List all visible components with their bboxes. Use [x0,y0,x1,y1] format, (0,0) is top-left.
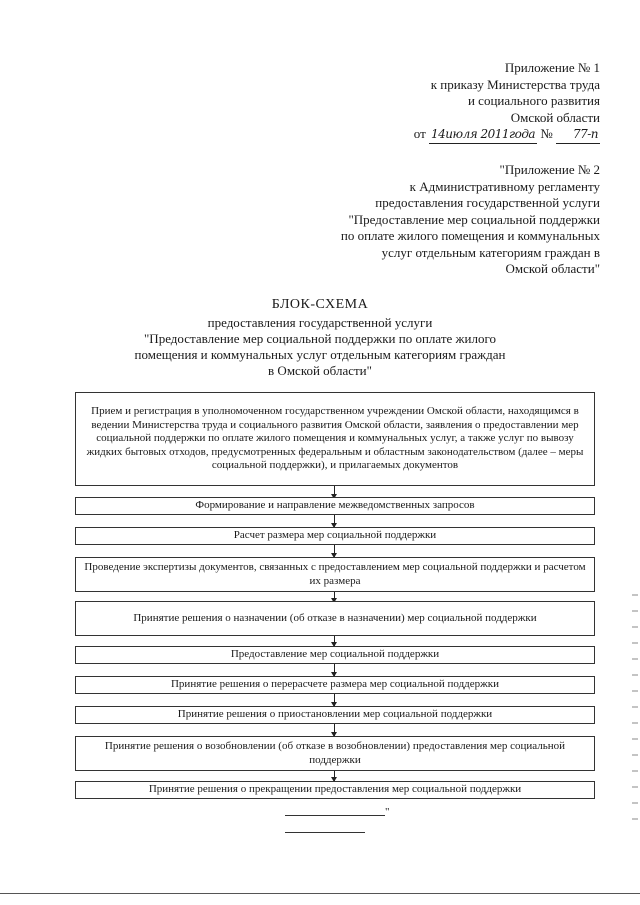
handwritten-date: 14июля 2011года [429,126,537,144]
handwritten-number: 77-п [556,126,600,144]
appendix-1-block [414,60,600,144]
appendix-2-line: услуг отдельным категориям граждан в [381,244,600,260]
scan-margin-artifact [632,580,638,820]
subtitle-line: "Предоставление мер социальной поддержки по оплате жилого [144,331,496,346]
flow-step-calculation: Расчет размера мер социальной поддержки [75,527,595,545]
closing-quote: " [385,806,390,818]
appendix-2-line: к Административному регламенту [409,178,600,194]
scan-bottom-edge [0,893,640,894]
appendix-2-title: "Приложение № 2 [499,162,600,177]
flow-step-recalculation-decision: Принятие решения о перерасчете размера мер социальной поддержки [75,676,595,694]
block-scheme-title: БЛОК-СХЕМА [271,297,369,312]
appendix-1-line: к приказу Министерства труда [430,76,600,92]
flow-step-assignment-decision: Принятие решения о назначении (об отказе в назначении) мер социальной поддержки [75,601,595,636]
subtitle-line: предоставления государственной услуги [207,315,433,330]
appendix-2-block [341,162,600,278]
appendix-2-line: предоставления государственной услуги [375,195,600,210]
flow-arrow [334,545,335,557]
flow-arrow [334,636,335,646]
flow-step-resumption-decision: Принятие решения о возобновлении (об отказе в возобновлении) предоставления мер социальной поддержки [75,736,595,771]
flow-step-suspension-decision: Принятие решения о приостановлении мер социальной поддержки [75,706,595,724]
flow-step-termination-decision: Принятие решения о прекращении предоставления мер социальной поддержки [75,781,595,799]
end-rule [285,832,365,833]
flow-step-requests: Формирование и направление межведомственных запросов [75,497,595,515]
flow-arrow [334,724,335,736]
end-rule [285,815,385,816]
flow-step-expertise: Проведение экспертизы документов, связанных с предоставлением мер социальной поддержки и расчетом их размера [75,557,595,592]
appendix-2-line: "Предоставление мер социальной поддержки [348,211,600,227]
flow-step-reception: Прием и регистрация в уполномоченном государственном учреждении Омской области, находящимся в ведении Министерства труда и социального развития Омской области, заявления о предоставлении мер социальной поддержки по оплате жилого помещения и коммунальных услуг, а также услуг по вывозу жидких бытовых отходов, предусмотренных федеральным и областным законодательством (далее – меры социальной поддержки), и прилагаемых документов [75,392,595,486]
appendix-1-line: Омской области [510,109,600,125]
flow-arrow [334,515,335,527]
appendix-1-title: Приложение № 1 [504,60,600,75]
appendix-2-line: Омской области" [505,261,600,276]
appendix-2-line: по оплате жилого помещения и коммунальных [340,228,600,243]
flow-step-provision: Предоставление мер социальной поддержки [75,646,595,664]
flow-arrow [334,694,335,706]
number-prefix: № [540,126,553,141]
subtitle-line: помещения и коммунальных услуг отдельным категориям граждан [134,347,506,362]
block-scheme-subtitle [0,315,640,379]
flow-arrow [334,664,335,676]
appendix-1-line: и социального развития [467,93,600,108]
from-prefix: от [413,126,426,141]
flow-arrow [334,771,335,781]
order-date-line [414,126,600,144]
subtitle-line: в Омской области" [268,363,372,378]
